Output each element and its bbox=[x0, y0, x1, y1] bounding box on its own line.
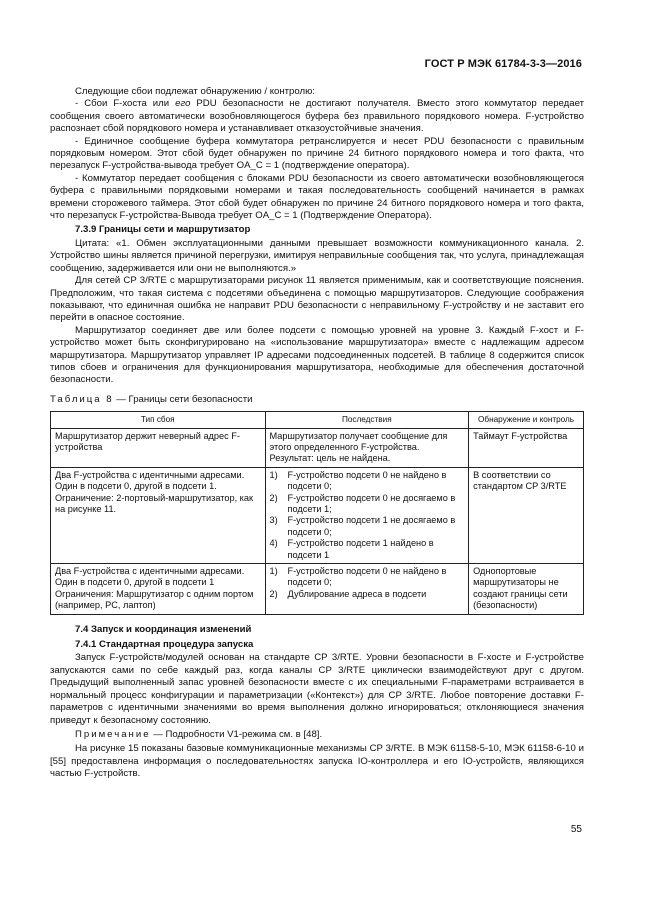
document-header: ГОСТ Р МЭК 61784-3-3—2016 bbox=[424, 58, 582, 70]
table-caption: Таблица 8 — Границы сети безопасности bbox=[50, 393, 253, 405]
paragraph-intro: Следующие сбои подлежат обнаружению / контролю: bbox=[75, 86, 315, 97]
cell-fault: Маршрутизатор держит неверный адрес F-устройства bbox=[51, 428, 266, 467]
paragraph-fault-1: - Сбои F-хоста или его PDU безопасности не достигают получателя. Вместо этого коммутатор передает сообщения своего автоматически возобновляющегося буфера без правильного порядкового номера. F-устройство распознает сбой порядкового номера и устанавливает отказоустойчивые значения. bbox=[50, 98, 584, 135]
consequence-list bbox=[270, 566, 465, 600]
list-item: 2) F-устройство подсети 0 не досягаемо в подсети 1; bbox=[269, 492, 456, 514]
heading-7-3-9: 7.3.9 Границы сети и маршрутизатор bbox=[75, 224, 251, 236]
heading-7-4-1: 7.4.1 Стандартная процедура запуска bbox=[75, 639, 254, 651]
cell-control: Таймаут F-устройства bbox=[469, 428, 584, 467]
table-header-row bbox=[51, 412, 584, 428]
table-row bbox=[51, 467, 584, 563]
table-header-control: Обнаружение и контроль bbox=[469, 412, 584, 428]
cell-control: В соответствии со стандартом CP 3/RTE bbox=[469, 467, 584, 563]
paragraph-router-desc: Маршрутизатор соединяет две или более подсети с помощью уровней на уровне 3. Каждый F-хост и F-устройство может быть сконфигурировано на «использование маршрутизатора» вместе с надлежащим адресом маршрутизатора. Маршрутизатор управляет IP адресами подсоединенных подсетей. В таблице 8 содержится список типов сбоев и ограничения для функционирования маршрутизатора, необходимые для обеспечения достаточной безопасности. bbox=[50, 324, 584, 386]
list-item: 4) F-устройство подсети 1 найдено в подсети 1 bbox=[269, 538, 434, 560]
consequence-list bbox=[270, 470, 465, 561]
paragraph-quote: Цитата: «1. Обмен эксплуатационными данными превышает возможности коммуникационного канала. 2. Устройство шины является причиной перегрузки, имитируя неправильные сообщения так, что услуга, принадлежащая сообщению, задерживается или они не выполняются.» bbox=[50, 237, 584, 274]
list-item: 3) F-устройство подсети 1 не досягаемо в подсети 0; bbox=[269, 515, 456, 537]
cell-control: Однопортовые маршрутизаторы не создают границы сети (безопасности) bbox=[469, 564, 584, 615]
page-number: 55 bbox=[570, 824, 582, 835]
cell-fault: Два F-устройства с идентичными адресами. Один в подсети 0, другой в подсети 1 Ограничения: Маршрутизатор с одним портом (например, PC, лаптоп) bbox=[51, 564, 266, 615]
paragraph-figure-15: На рисунке 15 показаны базовые коммуникационные механизмы CP 3/RTE. В МЭК 61158-5-10, МЭК 61158-6-10 и [55] предоставлена информация о последовательностях запуска IO-контроллера и его IO-устройств, являющихся частью F-устройств. bbox=[50, 743, 584, 780]
table-row bbox=[51, 564, 584, 615]
table-8 bbox=[50, 411, 584, 615]
heading-7-4: 7.4 Запуск и координация изменений bbox=[75, 623, 252, 635]
table-header-consequence: Последствия bbox=[265, 412, 469, 428]
table-header-fault: Тип сбоя bbox=[51, 412, 266, 428]
paragraph-routers: Для сетей CP 3/RTE с маршрутизаторами рисунок 11 является применимым, как и соответствующие пояснения. Предположим, что такая система с подсетями объединена с помощью маршрутизаторов. Следующие соображения показывают, что единичная ошибка не направит PDU безопасности с неправильному F-устройству и не заставит его перейти в опасное состояние. bbox=[50, 275, 584, 324]
list-item: 2) Дублирование адреса в подсети bbox=[269, 588, 427, 599]
paragraph-note: Примечание — Подробности V1-режима см. в [48]. bbox=[75, 728, 323, 740]
list-item: 1) F-устройство подсети 0 не найдено в подсети 0; bbox=[269, 469, 447, 492]
page-content bbox=[50, 86, 584, 781]
cell-consequence bbox=[265, 467, 469, 563]
paragraph-fault-3: - Коммутатор передает сообщения с блоками PDU безопасности из своего автоматически возобновляющегося буфера с правильными порядковыми номерами и такая последовательность сообщений начинается в рамках времени сторожевого таймера. Этот сбой будет обнаружен по причине 24 битного порядкового номера и того факта, что перезапуск F-устройства-Вывода требует OA_C = 1 (Подтверждение Оператора). bbox=[50, 172, 584, 222]
paragraph-fault-2: - Единичное сообщение буфера коммутатора ретранслируется и несет PDU безопасности с правильным порядковым номером. Этот сбой будет обнаружен по причине 24 битного порядкового номера и того факта, что перезапуск F-устройства-вывода требует OA_C = 1 (подтверждение оператора). bbox=[50, 135, 584, 172]
table-row bbox=[51, 428, 584, 467]
list-item: 1) F-устройство подсети 0 не найдено в подсети 0; bbox=[269, 566, 447, 588]
cell-fault: Два F-устройства с идентичными адресами. Один в подсети 0, другой в подсети 1. Ограничение: 2-портовый-маршрутизатор, как на рисунке 11. bbox=[51, 467, 266, 563]
cell-consequence bbox=[265, 564, 469, 615]
paragraph-startup: Запуск F-устройств/модулей основан на стандарте CP 3/RTE. Уровни безопасности в F-хосте и F-устройстве запускаются сами по себе каждый раз, когда каналы CP 3/RTE циклически взаимодействуют друг с другом. Предыдущий выполненный запас уровней безопасности вместе с их специальными F-параметрами встраивается в нормальный процесс конфигурации и параметризации («Контекст») для CP 3/RTE. Любое повторение доставки F-параметров с идентичными значениями во время выполнения должно игнорироваться; отклоняющиеся значения приведут к безопасному состоянию. bbox=[50, 652, 584, 726]
cell-consequence: Маршрутизатор получает сообщение для этого определенного F-устройства. Результат: цель не найдена. bbox=[265, 428, 469, 467]
